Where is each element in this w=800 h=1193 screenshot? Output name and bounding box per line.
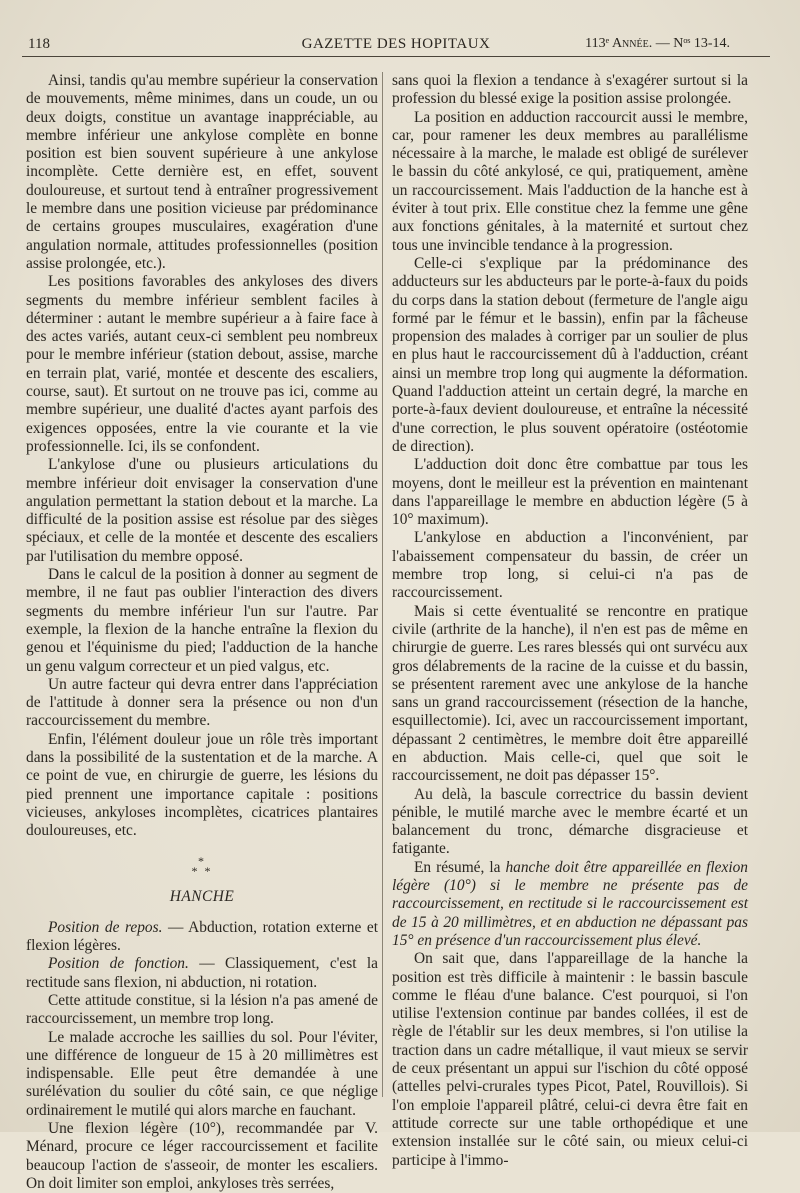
paragraph: sans quoi la flexion a tendance à s'exagérer surtout si la profession du blessé exige la position assise prolongée.	[392, 72, 748, 108]
paragraph: Cette attitude constitue, si la lésion n'a pas amené de raccourcissement, un membre trop long.	[26, 991, 378, 1028]
paragraph: L'ankylose d'une ou plusieurs articulations du membre inférieur doit envisager la conservation d'une angulation permettant la station debout et la marche. La difficulté de la position assise est résolue par des sièges spéciaux, et celle de la montée et descente des escaliers par l'utilisation du membre opposé.	[26, 456, 378, 565]
inline-text: — Classiquement, c'est la rectitude sans flexion, ni abduction, ni rotation.	[26, 955, 378, 991]
paragraph: L'adduction doit donc être combattue par tous les moyens, dont le meilleur est la prévention en maintenant dans l'appareillage le membre en abduction légère (5 à 10° maximum).	[392, 456, 748, 529]
inline-label: Position de repos.	[48, 918, 163, 936]
paragraph: Une flexion légère (10°), recommandée par V. Ménard, procure ce léger raccourcissement et facilite beaucoup l'action de s'asseoir, de monter les escaliers. On doit limiter son emploi, ankyloses très serrées,	[26, 1120, 378, 1192]
left-column	[26, 72, 378, 1193]
paragraph: Celle-ci s'explique par la prédominance des adducteurs sur les abducteurs par le porte-à-faux du poids du corps dans la station debout (fermeture de l'angle aigu formé par le fémur et le bassin), enfin par la fâcheuse propension des malades à corriger par un soulier de plus en plus haut le raccourcissement dû à l'adduction, créant ainsi un membre trop long qui augmente la déformation. Quand l'adduction atteint un certain degré, la marche en porte-à-faux devient douloureuse, et entraîne la nécessité d'une correction, le plus souvent opératoire (ostéotomie de direction).	[392, 254, 748, 455]
page-number: 118	[28, 36, 50, 52]
right-column	[392, 72, 748, 1170]
paragraph: Enfin, l'élément douleur joue un rôle très important dans la possibilité de la sustentation et de la marche. A ce point de vue, en chirurgie de guerre, les lésions du pied prennent une importance capitale : positions vicieuses, ankyloses incomplètes, cicatrices plantaires douloureuses, etc.	[26, 730, 378, 840]
paragraph: L'ankylose en abduction a l'inconvénient, par l'abaissement compensateur du bassin, de créer un membre trop long, si celui-ci n'a pas de raccourcissement.	[392, 529, 748, 602]
paragraph: Au delà, la bascule correctrice du bassin devient pénible, le mutilé marche avec le membre écarté et un balancement du tronc, démarche disgracieuse et fatigante.	[392, 785, 748, 858]
summary-lead: En résumé, la	[414, 858, 506, 876]
journal-title: GAZETTE DES HOPITAUX	[301, 36, 491, 52]
paragraph: Dans le calcul de la position à donner au segment de membre, il ne faut pas oublier l'interaction des divers segments du membre inférieur l'un sur l'autre. Par exemple, la flexion de la hanche entraîne la flexion du genou et l'équinisme du pied; l'adduction de la hanche un genu valgum correcteur et un pied valgus, etc.	[26, 566, 378, 675]
summary-italic: hanche doit être appareillée en flexion légère (10°) si le membre ne présente pas de raccourcissement, en rectitude si le raccourcissement est de 15 à 20 millimètres, et en abduction ne dépassant pas 15° en présence d'un raccourcissement plus élevé.	[392, 858, 748, 949]
paragraph: Les positions favorables des ankyloses des divers segments du membre inférieur semblent faciles à déterminer : autant le membre supérieur a à faire face à des actes variés, autant ceux-ci semblent peu nombreux pour le membre inférieur (station debout, assise, marche en terrain plat, varié, montée et descente des escaliers, course, saut). Et surtout on ne trouve pas ici, comme au membre supérieur, une dualité d'actes ayant parfois des exigences opposées, entre la vie courante et la vie professionnelle. Ici, ils se confondent.	[26, 273, 378, 455]
summary-paragraph	[392, 859, 748, 950]
paragraph	[26, 919, 378, 956]
inline-label: Position de fonction.	[48, 955, 189, 973]
running-header	[22, 34, 770, 57]
paragraph: Mais si cette éventualité se rencontre en pratique civile (arthrite de la hanche), il n'en est pas de même en chirurgie de guerre. Les rares blessés qui ont survécu aux gros délabrements de la racine de la cuisse et du bassin, se présentent rarement avec une ankylose de la hanche sans un grand raccourcissement (résection de la hanche, esquillectomie). Ici, avec un raccourcissement important, dépassant 2 centimètres, le membre doit être appareillé en abduction. Mais celle-ci, quel que soit le raccourcissement, ne doit pas dépasser 15°.	[392, 602, 748, 785]
inline-text: — Abduction, rotation externe et flexion légères.	[26, 918, 378, 955]
separator-star-top: *	[198, 854, 206, 869]
paragraph	[26, 955, 378, 992]
section-separator	[26, 854, 378, 879]
section-title: HANCHE	[169, 888, 235, 906]
issue-info: 113ᵉ Année. — Nᵒˢ 13-14.	[585, 36, 730, 51]
column-divider	[382, 72, 383, 1097]
paragraph: Un autre facteur qui devra entrer dans l'appréciation de l'attitude à donner sera la présence ou non d'un raccourcissement du membre.	[26, 675, 378, 730]
paragraph: Le malade accroche les saillies du sol. Pour l'éviter, une différence de longueur de 15 à 20 millimètres est indispensable. Elle peut être demandée à une surélévation du soulier du côté sain, ce que néglige ordinairement le mutilé qui alors marche en fauchant.	[26, 1028, 378, 1119]
paragraph: Ainsi, tandis qu'au membre supérieur la conservation de mouvements, même minimes, dans un coude, un ou deux doigts, constitue un avantage inappréciable, au membre inférieur une ankylose complète en bonne position est bien souvent supérieure à une ankylose incomplète. Cette dernière est, en effet, souvent douloureuse, et surtout tend à entraîner progressivement le membre dans une position vicieuse par prédominance de certains groupes musculaires, exagération d'une angulation normale, attitudes professionnelles (position assise prolongée, etc.).	[26, 72, 378, 272]
paragraph: On sait que, dans l'appareillage de la hanche la position est très difficile à maintenir : le bassin bascule comme le fléau d'une balance. C'est pourquoi, si l'on utilise l'extension continue par bandes collées, il est de règle de l'établir sur les deux membres, si l'on utilise la traction dans un cadre métallique, il vaut mieux se servir de ceux présentant un appui sur l'ischion du côté opposé (attelles pelvi-crurales types Picot, Patel, Rouvillois). Si l'on emploie l'appareil plâtré, celui-ci devra être fait en attitude correcte sur une table orthopédique et une extension installée sur le côté sain, ou mieux celui-ci participe à l'immo-	[392, 950, 748, 1169]
paragraph: La position en adduction raccourcit aussi le membre, car, pour ramener les deux membres au parallélisme nécessaire à la marche, le malade est obligé de surélever le bassin du côté ankylosé, ce qui, pratiquement, amène un raccourcissement. Mais l'adduction de la hanche est à éviter à tout prix. Elle constitue chez la femme une gêne aux fonctions génitales, à la maternité et surtout chez tous une invincible tendance à la progression.	[392, 108, 748, 254]
separator-star-bottom: * *	[191, 864, 213, 879]
